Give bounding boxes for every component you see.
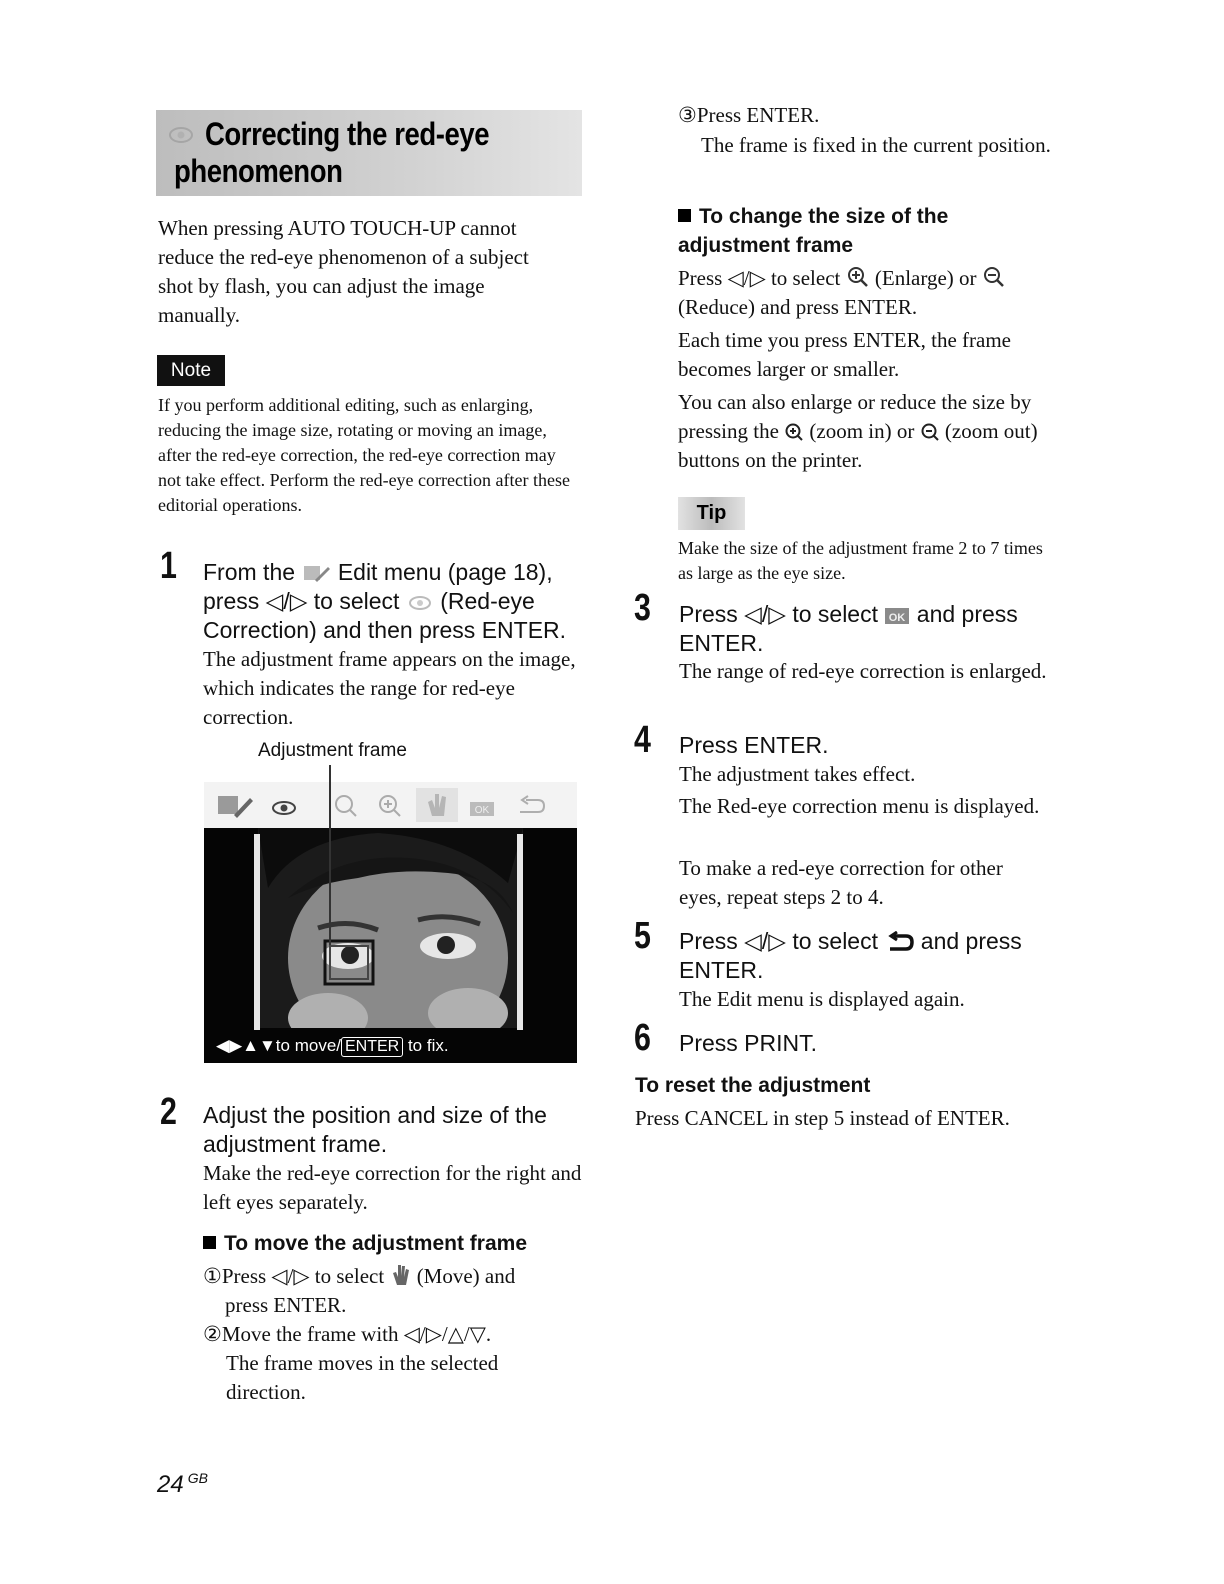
step-3-heading: Press ◁/▷ to select OK and press ENTER.: [679, 601, 1018, 656]
enlarge-icon: [846, 265, 870, 289]
step-4-body-1: The adjustment takes effect.: [679, 762, 916, 786]
step-1-number: 1: [160, 545, 177, 587]
bullet-square: [203, 1236, 216, 1249]
svg-text:OK: OK: [889, 612, 906, 624]
edit-toolbar: [204, 782, 577, 828]
zoom-out-icon: [336, 796, 356, 816]
photo-preview: [204, 828, 577, 1063]
bullet-square: [678, 209, 691, 222]
size-step-3: You can also enlarge or reduce the size by pressing the (zoom in) or (zoom out) buttons on the printer.: [678, 390, 1038, 472]
back-arrow-icon: [884, 931, 914, 953]
step-6-heading: Press PRINT.: [679, 1030, 818, 1056]
crop-bar-right: [517, 834, 523, 1030]
size-step-1: Press ◁/▷ to select (Enlarge) or (Reduce) and press ENTER.: [678, 264, 1068, 322]
move-step-3-body: The frame is fixed in the current position.: [701, 133, 1051, 157]
reset-body: Press CANCEL in step 5 instead of ENTER.: [635, 1106, 1010, 1130]
zoom-out-button-icon: [920, 422, 940, 442]
move-step-3: ③Press ENTER.: [678, 103, 820, 127]
tip-text: Make the size of the adjustment frame 2 to 7 times as large as the eye size.: [678, 538, 1043, 583]
child-face-photo: [258, 828, 523, 1028]
step-4-body-3: To make a red-eye correction for other eyes, repeat steps 2 to 4.: [679, 856, 1003, 909]
step-4-heading: Press ENTER.: [679, 732, 829, 758]
page-number: 24 $^{GB}$: [157, 1470, 208, 1498]
move-step-1: ①Press ◁/▷ to select (Move) and press ENTER.: [203, 1264, 516, 1317]
step-1-body: The adjustment frame appears on the image, which indicates the range for red-eye correction.: [203, 647, 576, 729]
back-arrow-icon: [520, 796, 544, 812]
edit-menu-icon: [301, 562, 331, 584]
eye-icon: [273, 802, 295, 814]
screen-instruction: ◀▶▲▼to move/ ENTER to fix.: [216, 1036, 449, 1055]
step-5-heading: Press ◁/▷ to select and press ENTER.: [679, 928, 1022, 983]
size-frame-heading: To change the size of the adjustment frame: [678, 205, 949, 257]
move-step-2-body: The frame moves in the selected direction.: [226, 1351, 499, 1404]
page-title: Correcting the red-eye phenomenon: [174, 116, 490, 189]
step-5-body: The Edit menu is displayed again.: [679, 987, 965, 1011]
step-2-heading: Adjust the position and size of the adjustment frame.: [203, 1102, 547, 1157]
zoom-in-icon: [380, 796, 400, 816]
move-hand-icon: [389, 1263, 411, 1287]
crop-bar-left: [254, 834, 260, 1030]
adjustment-frame-pointer: [329, 765, 331, 945]
red-eye-correction-icon: [406, 593, 434, 613]
intro-text: When pressing AUTO TOUCH-UP cannot reduce the red-eye phenomenon of a subject shot by flash, you can adjust the image manually.: [158, 216, 529, 327]
ok-icon: [884, 606, 910, 626]
printer-screen-figure: [204, 782, 577, 1063]
move-frame-heading: To move the adjustment frame: [203, 1229, 583, 1258]
toolbar-icons: [204, 782, 577, 828]
enter-key-label: ENTER: [341, 1037, 403, 1057]
step-3-number: 3: [634, 587, 651, 629]
step-4-body-2: The Red-eye correction menu is displayed.: [679, 794, 1040, 818]
step-5-number: 5: [634, 915, 651, 957]
ok-icon: [470, 802, 494, 816]
step-2-number: 2: [160, 1091, 177, 1133]
reset-heading: To reset the adjustment: [635, 1074, 871, 1097]
reduce-icon: [982, 265, 1006, 289]
section-title-banner: [156, 110, 582, 196]
note-text: If you perform additional editing, such as enlarging, reducing the image size, rotating or moving an image, after the red-eye correction, the red-eye correction may not take effect. Perform the red-eye correction after these editorial operations.: [158, 395, 570, 515]
zoom-in-button-icon: [784, 422, 804, 442]
tip-badge: Tip: [678, 497, 745, 530]
step-3-body: The range of red-eye correction is enlarged.: [679, 659, 1047, 683]
figure-label: Adjustment frame: [258, 740, 407, 761]
step-4-number: 4: [634, 719, 651, 761]
step-6-number: 6: [634, 1017, 651, 1059]
edit-icon: [218, 796, 253, 818]
step-2-body: Make the red-eye correction for the right and left eyes separately.: [203, 1161, 582, 1214]
move-step-2: ②Move the frame with ◁/▷/△/▽.: [203, 1322, 492, 1346]
move-hand-icon: [416, 788, 458, 822]
step-1-heading: From the Edit menu (page 18), press ◁/▷ to select (Red-eye Correction) and then press ENTER.: [203, 559, 567, 643]
svg-text:OK: OK: [474, 805, 490, 816]
size-step-2: Each time you press ENTER, the frame becomes larger or smaller.: [678, 328, 1011, 381]
note-badge: Note: [157, 355, 225, 386]
